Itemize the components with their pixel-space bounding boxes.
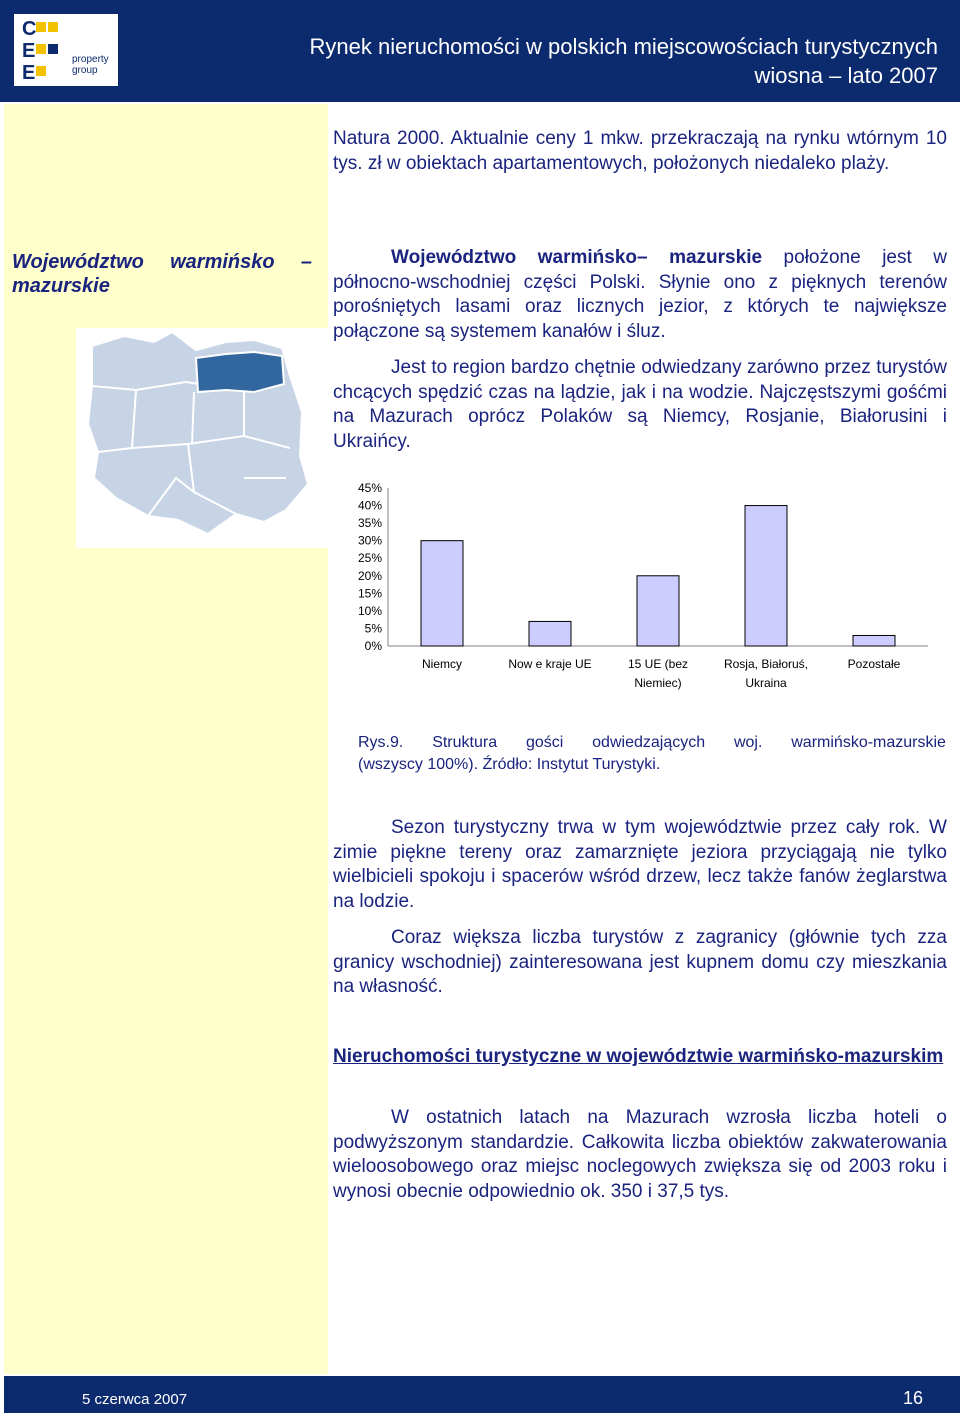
bar xyxy=(745,506,787,646)
caption-word: warmińsko-mazurskie xyxy=(791,734,946,751)
title-line1: Rynek nieruchomości w polskich miejscowościach turystycznych xyxy=(309,34,938,59)
chart-svg xyxy=(340,470,940,700)
season-text: Sezon turystyczny trwa w tym województwie przez cały rok. W zimie piękne tereny oraz zamarznięte jeziora przyciągają nie tylko wielbicieli spokoju i spacerów wśród drzew, lecz także fanów żeglarstwa na lodzie. xyxy=(333,817,947,912)
bars xyxy=(421,506,895,646)
x-tick-label: Rosja, Białoruś, xyxy=(723,657,809,671)
section-heading: Nieruchomości turystyczne w województwie warmińsko-mazurskim xyxy=(333,1046,944,1067)
bar xyxy=(853,635,895,646)
bar xyxy=(421,541,463,646)
document-title xyxy=(310,32,938,90)
x-tick-labels xyxy=(422,657,901,690)
y-tick-label: 35% xyxy=(357,516,382,531)
region-name-bold: Województwo warmińsko– mazurskie xyxy=(391,247,763,268)
foreign-buyers-text: Coraz większa liczba turystów z zagranicy (głównie tych zza granicy wschodniej) zainteresowana jest kupnem domu czy mieszkania na własność. xyxy=(333,927,947,997)
y-tick-label: 45% xyxy=(357,481,382,495)
logo-square xyxy=(36,44,46,54)
logo-letter: E xyxy=(22,40,36,62)
bar xyxy=(637,576,679,646)
caption-word: Struktura xyxy=(432,734,498,751)
y-tick-label: 30% xyxy=(357,533,382,548)
logo-square xyxy=(36,66,46,76)
x-tick-label: 15 UE (bez xyxy=(627,657,689,671)
x-tick-label: Niemiec) xyxy=(634,676,682,690)
logo-square xyxy=(48,22,58,32)
map-graphic xyxy=(76,328,328,548)
intro-paragraph: Natura 2000. Aktualnie ceny 1 mkw. przekraczają na rynku wtórnym 10 tys. zł w obiektach apartamentowych, położonych niedaleko plaży. xyxy=(333,128,947,174)
caption-word: gości xyxy=(525,734,564,751)
caption-word: Rys.9. xyxy=(358,734,404,751)
title-word: warmińsko xyxy=(170,251,275,273)
y-tick-label: 15% xyxy=(357,586,382,601)
region-intro-text: położone jest w północno-wschodniej części Polski. Słynie ono z pięknych terenów porośniętych lasami oraz licznych jezior, z których te największe połączone są systemem kanałów i śluz. xyxy=(333,247,947,342)
caption-word: odwiedzających xyxy=(592,734,706,751)
logo-square xyxy=(36,22,46,32)
page-number: 16 xyxy=(903,1388,924,1408)
visitors-text: Jest to region bardzo chętnie odwiedzany zarówno przez turystów chcących spędzić czas na lądzie, jak i na wodzie. Najczęstszymi gośćmi na Mazurach oprócz Polaków są Niemcy, Rosjanie, Białorusini i Ukraińcy. xyxy=(333,357,947,452)
company-logo xyxy=(14,14,118,86)
figure-caption xyxy=(358,732,946,776)
logo-text-line1: property xyxy=(72,54,109,65)
x-tick-label: Pozostałe xyxy=(847,657,901,671)
title-dash: – xyxy=(300,251,312,273)
y-tick-label: 10% xyxy=(357,603,382,618)
y-ticks xyxy=(358,481,382,653)
sidebar-region-title xyxy=(12,250,312,298)
caption-word: woj. xyxy=(733,734,763,751)
title-line2: wiosna – lato 2007 xyxy=(754,63,938,88)
foreign-buyers-paragraph xyxy=(333,926,947,1000)
title-word: mazurskie xyxy=(12,275,110,297)
y-tick-label: 5% xyxy=(364,621,382,636)
map-warminsko-mazurskie-highlight xyxy=(196,352,284,392)
season-paragraph xyxy=(333,816,947,914)
logo-text-line2: group xyxy=(72,65,98,76)
logo-text xyxy=(72,54,109,76)
y-tick-label: 40% xyxy=(357,498,382,513)
visitors-paragraph xyxy=(333,356,947,454)
logo-letter: E xyxy=(22,62,36,84)
visitor-structure-chart xyxy=(340,470,940,700)
x-tick-label: Ukraina xyxy=(745,676,787,690)
hotels-text: W ostatnich latach na Mazurach wzrosła liczba hoteli o podwyższonym standardzie. Całkowita liczba obiektów zakwaterowania wieloosobowego oraz miejsc noclegowych zwiększa się od 2003 roku i wynosi obecnie odpowiednio ok. 350 i 37,5 tys. xyxy=(333,1107,947,1202)
x-tick-label: Niemcy xyxy=(421,657,463,671)
bar xyxy=(529,621,571,646)
logo-square xyxy=(48,44,58,54)
footer-date: 5 czerwca 2007 xyxy=(82,1391,188,1408)
x-tick-label: Now e kraje UE xyxy=(508,657,592,671)
logo-letter: C xyxy=(22,18,37,40)
caption-line2: (wszyscy 100%). Źródło: Instytut Turystyki. xyxy=(358,756,661,773)
title-word: Województwo xyxy=(12,251,144,273)
y-tick-label: 20% xyxy=(357,568,382,583)
y-tick-label: 0% xyxy=(364,639,382,653)
y-tick-label: 25% xyxy=(357,551,382,566)
poland-region-map xyxy=(76,328,328,548)
region-intro-paragraph xyxy=(333,246,947,344)
hotels-paragraph xyxy=(333,1106,947,1204)
